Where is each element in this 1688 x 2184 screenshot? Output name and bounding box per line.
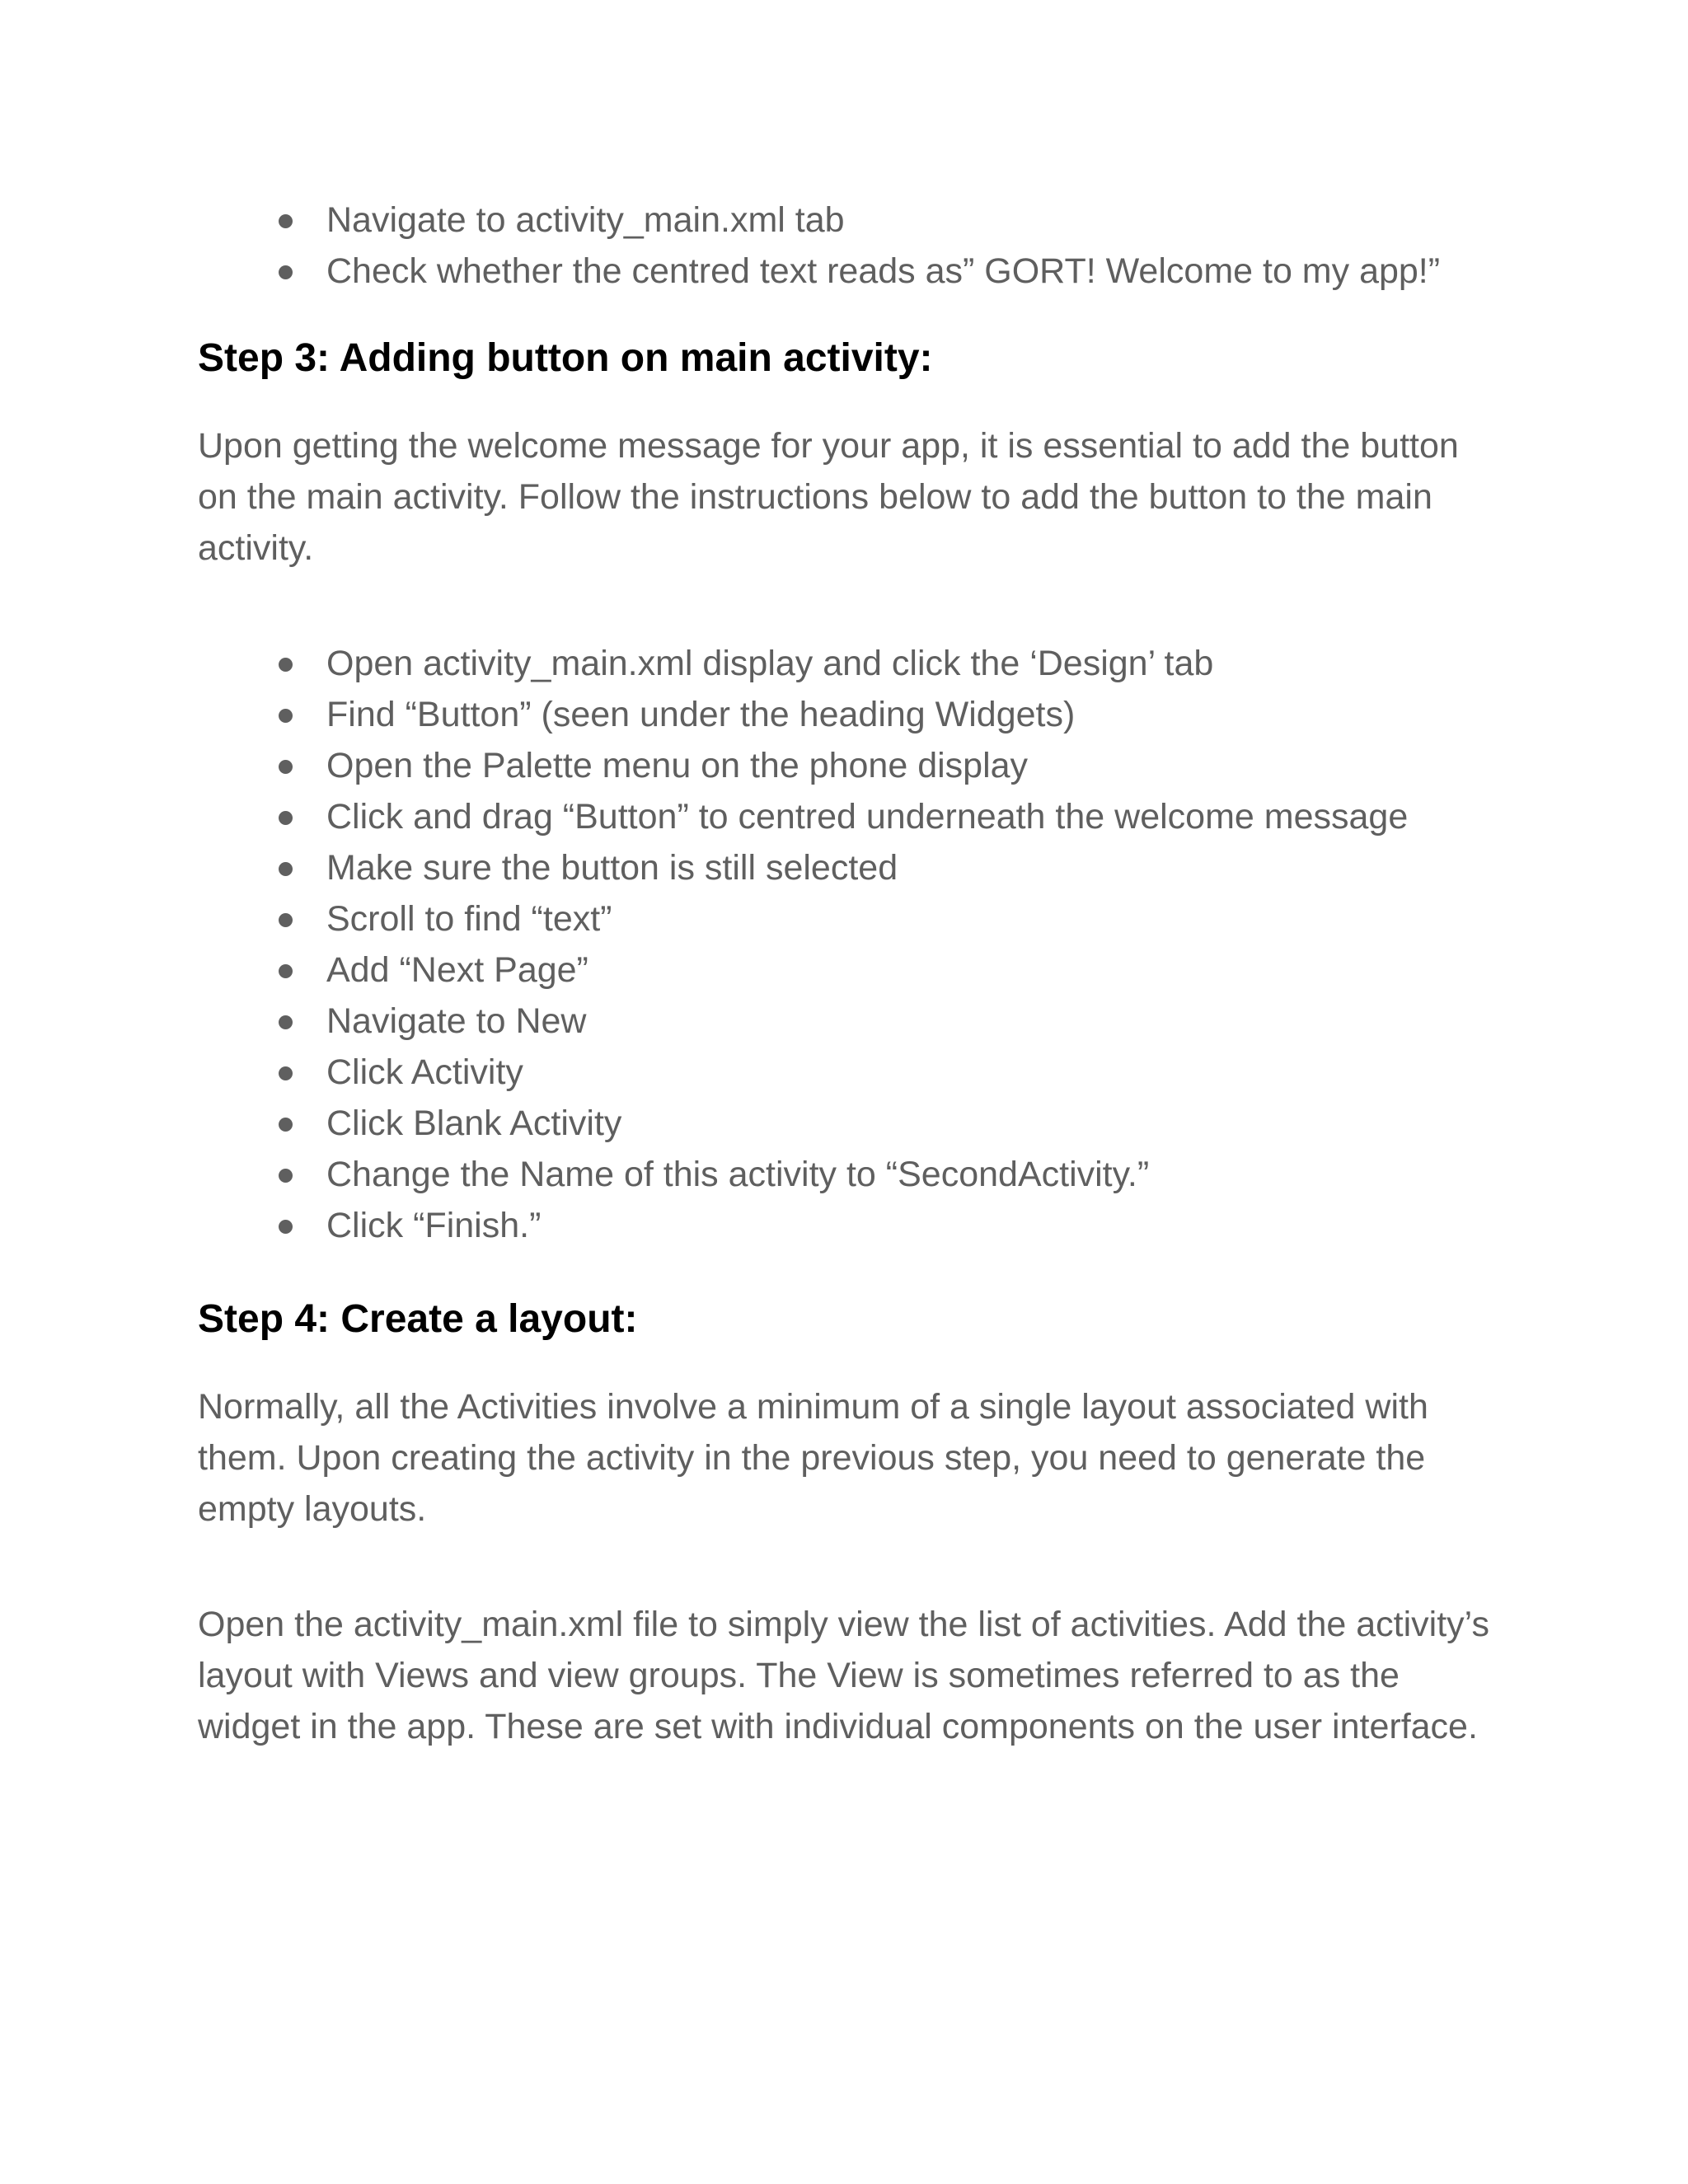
list-item xyxy=(326,1200,1500,1251)
bullet-icon xyxy=(279,760,293,774)
bullet-icon xyxy=(279,862,293,876)
list-item-text: Check whether the centred text reads as” GORT! Welcome to my app!” xyxy=(326,251,1441,291)
bullet-icon xyxy=(279,1066,293,1080)
list-item-text: Scroll to find “text” xyxy=(326,899,612,939)
list-item-text: Find “Button” (seen under the heading Widgets) xyxy=(326,695,1076,734)
bullet-icon xyxy=(279,1220,293,1234)
step4-paragraph-2: Open the activity_main.xml file to simply view the list of activities. Add the activity’s layout with Views and view groups. The View is sometimes referred to as the widget in the app. These are set with individual components on the user interface. xyxy=(198,1605,1489,1746)
bullet-icon xyxy=(279,658,293,672)
list-item-text: Click Activity xyxy=(326,1052,523,1092)
step4-heading: Step 4: Create a layout: xyxy=(198,1297,638,1341)
step4-paragraph-1: Normally, all the Activities involve a minimum of a single layout associated with them. Upon creating the activity in the previous step, you need to generate the empty layouts. xyxy=(198,1387,1428,1529)
step3-bullet-list xyxy=(198,638,1500,1251)
bullet-icon xyxy=(279,1169,293,1183)
list-item xyxy=(326,638,1500,689)
list-item-text: Click “Finish.” xyxy=(326,1206,542,1245)
bullet-icon xyxy=(279,1015,293,1029)
list-item-text: Add “Next Page” xyxy=(326,950,588,990)
list-item xyxy=(326,740,1500,791)
bullet-icon xyxy=(279,709,293,723)
list-item xyxy=(326,996,1500,1047)
bullet-icon xyxy=(279,913,293,927)
list-item xyxy=(326,194,1500,246)
list-item-text: Navigate to activity_main.xml tab xyxy=(326,200,845,240)
list-item-text: Open activity_main.xml display and click the ‘Design’ tab xyxy=(326,644,1214,683)
document-content xyxy=(198,194,1500,1752)
list-item xyxy=(326,944,1500,996)
bullet-icon xyxy=(279,964,293,978)
list-item xyxy=(326,791,1500,842)
bullet-icon xyxy=(279,214,293,228)
bullet-icon xyxy=(279,265,293,279)
list-item xyxy=(326,689,1500,740)
list-item-text: Navigate to New xyxy=(326,1001,587,1041)
list-item xyxy=(326,1047,1500,1098)
bullet-icon xyxy=(279,811,293,825)
list-item-text: Make sure the button is still selected xyxy=(326,848,898,888)
list-item xyxy=(326,1149,1500,1200)
top-bullet-list xyxy=(198,194,1500,297)
list-item xyxy=(326,893,1500,944)
list-item-text: Click and drag “Button” to centred underneath the welcome message xyxy=(326,797,1409,837)
list-item-text: Change the Name of this activity to “SecondActivity.” xyxy=(326,1155,1150,1194)
list-item xyxy=(326,246,1500,297)
bullet-icon xyxy=(279,1118,293,1132)
list-item xyxy=(326,1098,1500,1149)
list-item-text: Open the Palette menu on the phone display xyxy=(326,746,1029,785)
list-item xyxy=(326,842,1500,893)
list-item-text: Click Blank Activity xyxy=(326,1104,622,1143)
step3-paragraph: Upon getting the welcome message for your app, it is essential to add the button on the main activity. Follow the instructions below to add the button to the main activity. xyxy=(198,426,1459,568)
step3-heading: Step 3: Adding button on main activity: xyxy=(198,336,933,380)
